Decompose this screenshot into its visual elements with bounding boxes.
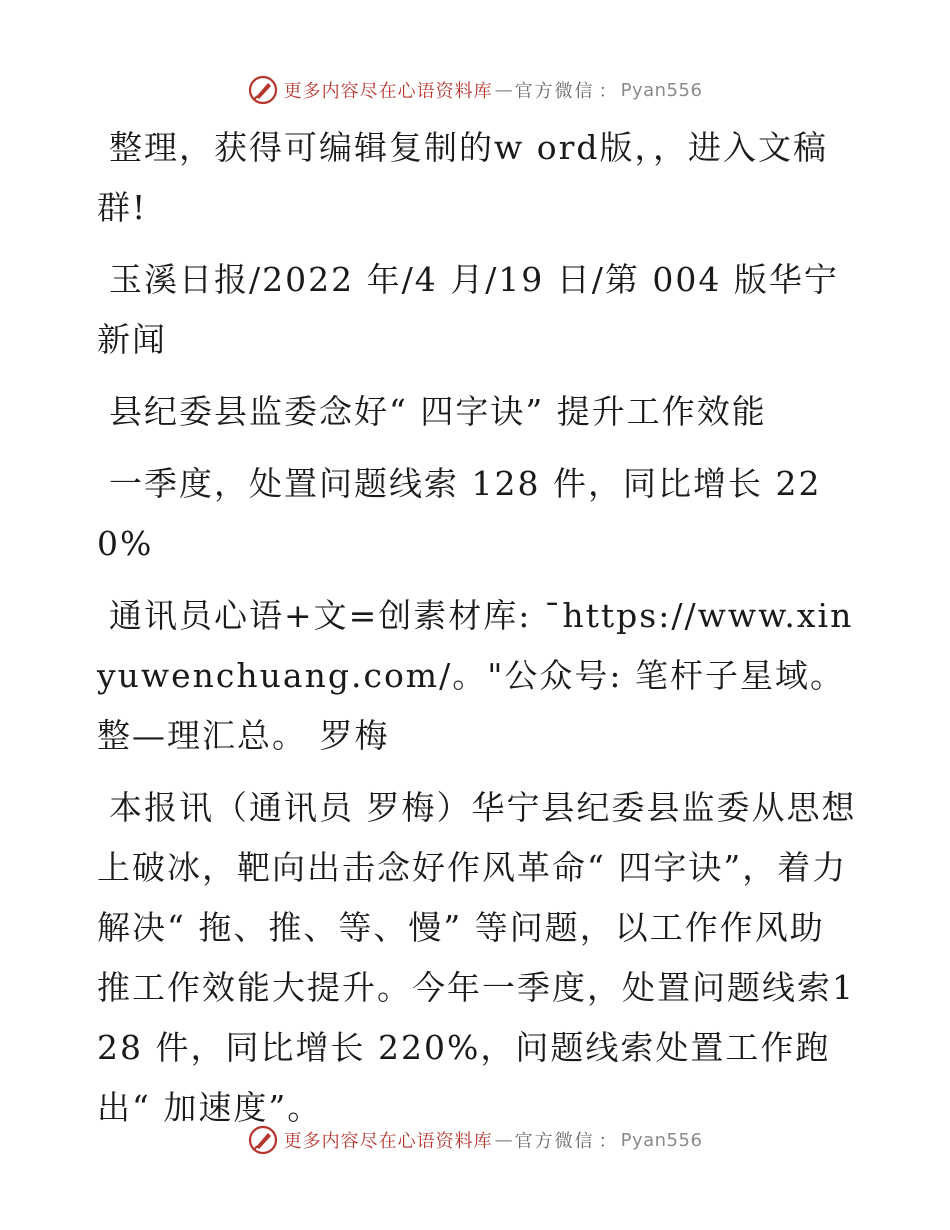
watermark-main-text: 更多内容尽在心语资料库 <box>283 1131 493 1152</box>
footer-watermark <box>0 1120 950 1160</box>
intro-paragraph: 整理，获得可编辑复制的w ord版，，进入文稿群! <box>97 128 829 227</box>
header-watermark <box>0 70 950 110</box>
watermark-wechat-id: Pyan556 <box>620 1129 703 1151</box>
source-line: 玉溪日报/2022 年/4 月/19 日/第 004 版华宁新闻 <box>97 260 839 359</box>
watermark-separator: ： <box>598 81 617 102</box>
article-title: 县纪委县监委念好“ 四字诀” 提升工作效能 <box>109 392 767 431</box>
watermark-wechat-id: Pyan556 <box>620 79 703 101</box>
watermark-sub-text: 官方微信 <box>514 81 595 102</box>
watermark-separator: ： <box>598 1131 617 1152</box>
watermark-sub-text: 官方微信 <box>514 1131 595 1152</box>
watermark-main-text: 更多内容尽在心语资料库 <box>283 81 493 102</box>
document-body <box>97 118 857 1138</box>
byline-paragraph: 通讯员心语+文=创素材库: ¯https://www.xinyuwenchuang.com/。"公众号: 笔杆子星域。整—理汇总。 罗梅 <box>97 596 854 755</box>
body-paragraph: 本报讯（通讯员 罗梅）华宁县纪委县监委从思想上破冰，靶向出击念好作风革命“ 四字诀”，着力解决“ 拖、推、等、慢” 等问题，以工作作风助推工作效能大提升。今年一季度，处置问题线索128 件，同比增长 220%，问题线索处置工作跑出“ 加速度”。 <box>97 788 857 1127</box>
quill-logo-icon <box>248 1125 278 1155</box>
quill-logo-icon <box>248 75 278 105</box>
watermark-dash: — <box>494 1129 513 1151</box>
article-subtitle: 一季度，处置问题线索 128 件，同比增长 220% <box>97 464 822 563</box>
watermark-dash: — <box>494 79 513 101</box>
